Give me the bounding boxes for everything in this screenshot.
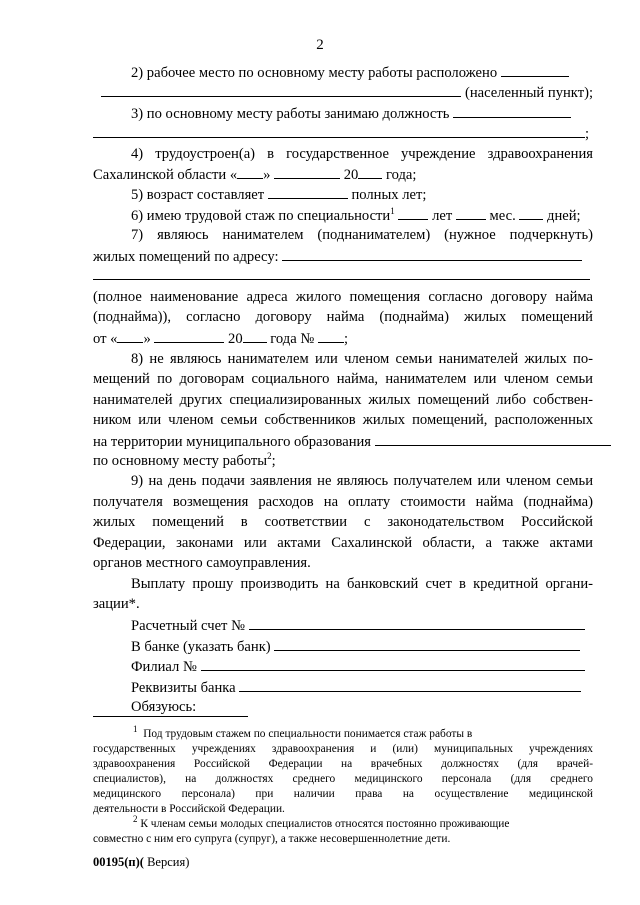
item-9-line-5: органов местного самоуправления. (93, 555, 311, 571)
item-3-line-2: ; (93, 123, 593, 144)
item-3-line-1: 3) по основному месту работы занимаю должность (131, 103, 593, 124)
bank-name-field[interactable]: В банке (указать банк) (131, 636, 593, 657)
obligation-label: Обязуюсь: (131, 699, 197, 715)
page-number: 2 (316, 37, 324, 53)
footnote-1-line-6: деятельности в Российской Федерации. (93, 803, 285, 815)
item-7-line-2: жилых помещений по адресу: (93, 246, 593, 267)
branch-field[interactable]: Филиал № (131, 656, 593, 677)
item-8-line-1: 8) не являюсь нанимателем или членом семьи нанимателей жилых по- (131, 351, 593, 367)
item-8-line-3: нанимателей других специализированных жилых помещений либо собствен- (93, 392, 593, 408)
item-4-line-2: Сахалинской области « » 20 года; (93, 164, 593, 185)
item-6: 6) имею трудовой стаж по специальности$^1$ лет мес. дней; (131, 206, 581, 224)
bank-details-field[interactable]: Реквизиты банка (131, 677, 593, 698)
bank-account-field[interactable]: Расчетный счет № (131, 615, 593, 636)
item-7-line-1: 7) являюсь нанимателем (поднанимателем) (нужное подчеркнуть) (131, 227, 593, 243)
footnote-1-line-3: здравоохранения Российской Федерации на врачебных должностях (для врачей- (93, 758, 593, 770)
item-4-line-1: 4) трудоустроен(а) в государственное учреждение здравоохранения (131, 146, 593, 162)
item-2-line-1: 2) рабочее место по основному месту работы расположено (131, 62, 593, 83)
payment-line-1: Выплату прошу производить на банковский счет в кредитной органи- (131, 576, 593, 592)
item-7-address-line (93, 279, 590, 280)
item-2-line-2: (населенный пункт); (93, 82, 593, 103)
footnote-1-line-5: медицинского персонала) при наличии права на осуществление медицинской (93, 788, 593, 800)
item-7-line-6: от « » 20 года № ; (93, 328, 593, 349)
item-5: 5) возраст составляет полных лет; (131, 184, 593, 205)
footnote-1-line-4: специалистов), на должностях среднего медицинского персонала (для среднего (93, 773, 593, 785)
footnote-1-line-1: $^1$ Под трудовым стажем по специальности понимается стаж работы в (133, 724, 473, 740)
footnote-divider (93, 716, 248, 717)
item-7-line-4: (полное наименование адреса жилого помещения согласно договору найма (93, 289, 593, 305)
item-9-line-4: Федерации, законами или актами Сахалинской области, а также актами (93, 535, 593, 551)
item-8-line-4: ником или членом семьи собственников жилых помещений, расположенных (93, 412, 593, 428)
footnote-2-line-2: совместно с ним его супруга (супруг), а также несовершеннолетние дети. (93, 833, 451, 845)
footnote-1-line-2: государственных учреждениях здравоохранения и (или) муниципальных учреждениях (93, 743, 593, 755)
item-9-line-3: жилых помещений в соответствии с законодательством Российской (93, 514, 593, 530)
item-9-line-1: 9) на день подачи заявления не являюсь получателем или членом семьи (131, 473, 593, 489)
item-7-line-5: (поднайма)), согласно договору найма (поднайма) жилых помещений (93, 309, 593, 325)
item-9-line-2: получателя возмещения расходов на оплату стоимости найма (поднайма) (93, 494, 593, 510)
item-8-line-6: по основному месту работы$^2$; (93, 451, 276, 469)
item-8-line-2: мещений по договорам социального найма, нанимателем или членом семьи (93, 371, 593, 387)
item-8-line-5: на территории муниципального образования (93, 431, 593, 452)
footnote-2-line-1: $^2$ К членам семьи молодых специалистов относятся постоянно проживающие (133, 814, 510, 830)
document-code: 00195(п)( Версия) (93, 855, 190, 869)
payment-line-2: зации*. (93, 596, 140, 612)
